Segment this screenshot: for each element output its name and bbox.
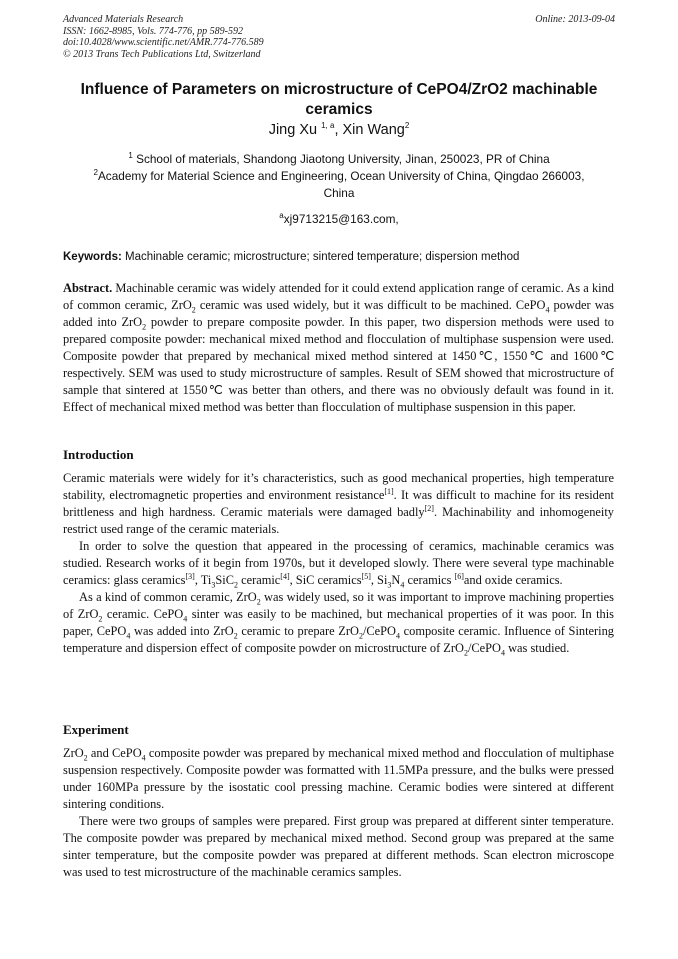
affiliation-1-text: School of materials, Shandong Jiaotong University, Jinan, 250023, PR of China — [132, 152, 550, 166]
author-2: Xin Wang — [342, 122, 405, 138]
citation-ref[interactable]: [4] — [280, 571, 290, 581]
title-line-1: Influence of Parameters on microstructure of CePO4/ZrO2 machinable — [80, 81, 598, 98]
author-2-marker: 2 — [404, 121, 410, 131]
author-separator: , — [334, 122, 343, 138]
introduction-body — [63, 470, 614, 657]
citation-ref[interactable]: [6] — [454, 571, 464, 581]
doi-line: doi:10.4028/www.scientific.net/AMR.774-776.589 — [63, 37, 264, 48]
subscript: 2 — [191, 305, 196, 315]
experiment-heading: Experiment — [63, 722, 129, 737]
copyright-line: © 2013 Trans Tech Publications Ltd, Switzerland — [63, 48, 261, 60]
abstract-text: ceramic was used widely, but it was difficult to be machined. CePO — [195, 298, 546, 312]
issn-line: ISSN: 1662-8985, Vols. 774-776, pp 589-592 — [63, 25, 243, 37]
affiliation-2-country: China — [323, 186, 355, 200]
online-date: Online: 2013-09-04 — [535, 14, 615, 25]
author-email — [63, 212, 615, 226]
intro-paragraph-1: Ceramic materials were widely for it’s characteristics, such as good mechanical properties, high temperature stability, electromagnetic properties and environment resistance[1]. It was difficult to machine for its resident brittleness and high hardness. Ceramic materials were damaged badly[2]. Machinability and inhomogeneity restrict used range of the ceramic materials. — [63, 471, 614, 536]
abstract — [63, 280, 614, 416]
intro-paragraph-2: In order to solve the question that appeared in the processing of ceramics, machinable ceramics was studied. Research works of it begin from 1970s, but it developed slowly. There were several type machinable ceramics: glass ceramics[3], $Ti_3SiC_2$ ceramic[4], SiC ceramics[5], $Si_3N_4$ ceramics [6]and oxide ceramics. — [63, 539, 614, 590]
author-1-marker: 1, a — [321, 121, 335, 131]
affiliation-2-text: Academy for Material Science and Engineering, Ocean University of China, Qingdao 266003, — [97, 169, 585, 183]
affiliation-2-marker: 2 — [93, 168, 98, 178]
experiment-paragraph-1: ZrO$_2$ and CePO$_4$ composite powder was prepared by mechanical mixed method and flocculation of multiphase suspension respectively. Composite powder was formatted with 11.5MPa pressure, and the bulks were pressed under 160MPa pressure by the isostatic cool pressing machine. Ceramic bodies were sintered at different sintering conditions. — [63, 746, 614, 811]
paper-title — [63, 80, 615, 120]
abstract-text: Machinable ceramic was widely attended for it could extend application range of ceramic. As a kind of common ceramic, ZrO — [63, 281, 614, 312]
journal-name: Advanced Materials Research — [63, 14, 184, 25]
citation-ref[interactable]: [5] — [361, 571, 371, 581]
affiliation-1 — [63, 151, 615, 168]
abstract-text: powder to prepare composite powder. In this paper, two dispersion methods were used to prepared composite powder: mechanical mixed method and flocculation of multiphase suspension were used. Composite powder that prepared by mechanical mixed method sintered at 1450℃, 1550℃ and 1600℃ respectively. SEM was used to study microstructure of samples. Result of SEM showed that microstructure of sample that sintered at 1550℃ was better than others, and there was no obviously default was found in it. Effect of mechanical mixed method was better than flocculation of multiphase suspension in this paper. — [63, 315, 614, 414]
author-1: Jing Xu — [268, 122, 322, 138]
author-list — [63, 122, 615, 138]
citation-ref[interactable]: [3] — [185, 571, 195, 581]
subscript: 2 — [142, 322, 147, 332]
subscript: 4 — [545, 305, 550, 315]
abstract-text: powder was added into ZrO — [63, 298, 614, 329]
keywords — [63, 251, 623, 263]
experiment-body — [63, 745, 614, 881]
affiliation-2 — [63, 168, 615, 202]
experiment-paragraph-2: There were two groups of samples were prepared. First group was prepared at different sinter temperature. The composite powder was prepared by mechanical mixed method. Second group was prepared at the same sinter temperature, but the composite powder was prepared at different methods. Scan electron microscope was used to test microstructure of the machinable ceramics samples. — [63, 814, 614, 879]
affiliation-1-marker: 1 — [128, 151, 133, 161]
publication-header — [63, 14, 615, 60]
citation-ref[interactable]: [2] — [424, 503, 434, 513]
citation-ref[interactable]: [1] — [384, 486, 394, 496]
introduction-heading: Introduction — [63, 447, 134, 462]
email-address: xj9713215@163.com, — [283, 212, 399, 226]
intro-paragraph-3: As a kind of common ceramic, ZrO$_2$ was widely used, so it was important to improve machining properties of ZrO$_2$ ceramic. CePO$_4$ sinter was easily to be machined, but mechanical properties of it was poor. In this paper, CePO$_4$ was added into ZrO$_2$ ceramic to prepare ZrO$_2$/CePO$_4$ composite ceramic. Influence of Sintering temperature and dispersion effect of composite powder on microstructure of ZrO$_2$/CePO$_4$ was studied. — [63, 590, 615, 658]
keywords-text: Machinable ceramic; microstructure; sintered temperature; dispersion method — [121, 251, 520, 263]
email-marker: a — [279, 211, 284, 221]
keywords-label: Keywords: — [63, 251, 122, 263]
title-line-2: ceramics — [305, 101, 373, 118]
abstract-label: Abstract. — [63, 281, 113, 295]
